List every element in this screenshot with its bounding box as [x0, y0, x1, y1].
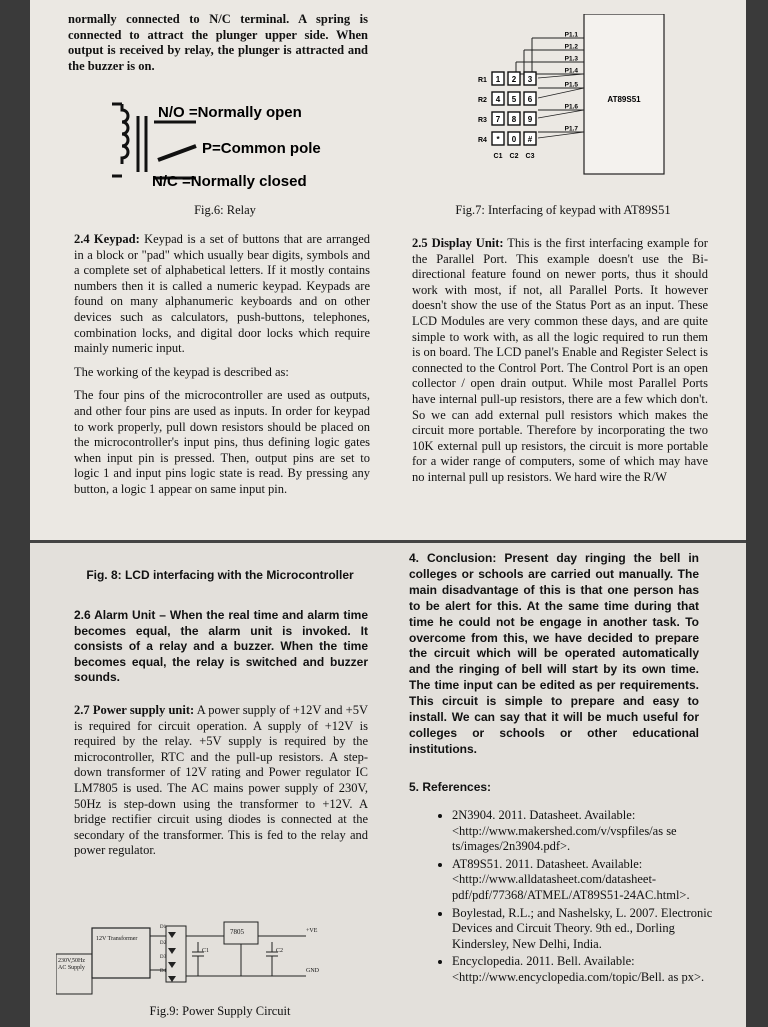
- keypad-key-label: 9: [527, 115, 533, 124]
- vcc-label: +VE: [306, 928, 318, 934]
- fig7-caption: Fig.7: Interfacing of keypad with AT89S51: [455, 203, 671, 217]
- keypad-key-label: 7: [495, 115, 501, 124]
- column-label: C1: [493, 153, 503, 160]
- display-text: This is the first interfacing example for the Parallel Port. This example doesn't use the Bi-directional feature found on newer ports, thus it should work with most, if not, all Parallel Ports. It however doesn't show the use of the Status Port as an input. These LCD Modules are very common these days, and are quite simple to work with, as all the logic required to run them is on board. The LCD panel's Enable and Register Select is connected to the Control Port. The Control Port is an open collector / open drain output. While most Parallel Ports have internal pull-up resistors, there are a few which don't. So we can add external pull resistors which makes the circuit more portable. Therefore by incorporating the two 10K external pull up resistors, the circuit is more portable for a wider range of computers, some of which may have no internal pull up resistors. We hard wire the R/W: [412, 236, 708, 484]
- row-wire: [538, 110, 584, 118]
- column-label: C3: [525, 153, 535, 160]
- display-section: [412, 236, 708, 541]
- alarm-text: When the real time and alarm time becomes equal, the alarm unit is invoked. It consists of a relay and a buzzer. When the time becomes equal, the relay is switched and buzzer sounds.: [74, 608, 368, 685]
- pin-label: P1.5: [564, 81, 578, 89]
- references-list: [436, 808, 714, 988]
- conclusion-text: Present day ringing the bell in colleges or schools are carried out manually. The main disadvantage of this is that one person has to be alert for this. At the same time during that time he could not be engage in another task. To overcome from this, we have decided to prepare the circuit which will be operated automatically and the ringing of bell will start by its own time. The time input can be edited as per requirements. This circuit is simple to prepare and easy to install. We can say that it will be much useful for colleges or schools or other educational institutions.: [409, 551, 699, 756]
- power-section: [74, 703, 368, 867]
- pin-label: P1.1: [564, 31, 578, 39]
- keypad-key-label: *: [496, 135, 500, 144]
- regulator-label: 7805: [230, 928, 244, 936]
- reference-item: • Encyclopedia. 2011. Bell. Available: <http://www.encyclopedia.com/topic/Bell. as px>.: [452, 954, 714, 985]
- relay-intro-paragraph: normally connected to N/C terminal. A spring is connected to attract the plunger upper side. When output is received by relay, the plunger is attracted and the buzzer is on.: [68, 12, 368, 73]
- column-label: C2: [509, 153, 519, 160]
- alarm-heading: 2.6 Alarm Unit –: [74, 608, 166, 622]
- row-wire: [538, 88, 584, 98]
- row-wire: [538, 132, 584, 138]
- keypad-key-label: 5: [511, 95, 517, 104]
- c1-label: C1: [202, 948, 210, 954]
- chip-label: AT89S51: [607, 95, 641, 104]
- references-heading: 5. References:: [409, 780, 492, 794]
- pin-label: P1.2: [564, 43, 578, 51]
- keypad-key-label: 2: [511, 75, 517, 84]
- row-label: R1: [478, 77, 487, 84]
- keypad-key-label: 0: [511, 135, 517, 144]
- keypad-key-label: 6: [527, 95, 533, 104]
- relay-nc-label: N/C =Normally closed: [152, 173, 307, 190]
- alarm-section: [74, 608, 368, 694]
- keypad-section: [74, 232, 370, 522]
- gnd-label: GND: [306, 968, 319, 974]
- row-label: R2: [478, 97, 487, 104]
- fig8-caption: Fig. 8: LCD interfacing with the Microcontroller: [86, 568, 354, 582]
- working-intro: The working of the keypad is described as:: [74, 364, 289, 379]
- power-text: A power supply of +12V and +5V is required for circuit operation. A supply of +12V is required by the relay. +5V supply is required by the microcontroller, RTC and the pull-up resistors. A step-down transformer of 12V rating and Power regulator IC LM7805 is used. The AC mains power supply of 230V, 50Hz is step-down using the transformer to +12V. A bridge rectifier circuit using diodes is connected at the secondary of the transformer. This is fed to the relay and power regulator.: [74, 703, 368, 858]
- conclusion-heading: 4. Conclusion:: [409, 551, 497, 565]
- d3-label: D3: [160, 955, 167, 960]
- reference-item: • 2N3904. 2011. Datasheet. Available: <http://www.makershed.com/v/vspfiles/as se ts/images/2n3904.pdf>.: [452, 808, 714, 855]
- pin-label: P1.7: [564, 125, 578, 133]
- chip-body: [584, 14, 664, 174]
- keypad-key-label: #: [527, 135, 533, 144]
- d4-label: D4: [160, 969, 167, 974]
- reference-item: • AT89S51. 2011. Datasheet. Available: <http://www.alldatasheet.com/datasheet-pdf/pdf/77368/ATMEL/AT89S51-24AC.html>.: [452, 857, 714, 904]
- display-heading: 2.5 Display Unit:: [412, 236, 504, 250]
- row-label: R3: [478, 117, 487, 124]
- power-supply-circuit-diagram: [56, 906, 336, 1006]
- d2-label: D2: [160, 941, 167, 946]
- conclusion-section: [409, 551, 699, 766]
- d1-label: D1: [160, 925, 167, 930]
- relay-p-label: P=Common pole: [202, 140, 321, 157]
- keypad-key-label: 8: [511, 115, 517, 124]
- pin-label: P1.6: [564, 103, 578, 111]
- pin-label: P1.3: [564, 55, 578, 63]
- keypad-key-label: 1: [495, 75, 501, 84]
- row-label: R4: [478, 137, 487, 144]
- keypad-key-label: 3: [527, 75, 533, 84]
- keypad-interfacing-diagram: [478, 14, 668, 190]
- pin-label: P1.4: [564, 67, 578, 75]
- keypad-heading: 2.4 Keypad:: [74, 232, 140, 246]
- ac-supply-label: 230V,50Hz AC Supply: [58, 958, 86, 971]
- c2-label: C2: [276, 948, 284, 954]
- relay-no-label: N/O =Normally open: [158, 104, 302, 121]
- keypad-text: Keypad is a set of buttons that are arranged in a block or "pad" which usually bear digits, symbols and a complete set of alphabetical letters. If it mostly contains numbers then it is called a numeric keypad. Keypads are found on many alphanumeric keyboards and on other devices such as calculators, push-buttons, telephones, combination locks, and digital door locks which require mainly numeric input.: [74, 232, 371, 356]
- power-heading: 2.7 Power supply unit:: [74, 703, 195, 717]
- transformer-label: 12V Transformer: [96, 936, 138, 942]
- fig9-caption: Fig.9: Power Supply Circuit: [149, 1004, 291, 1018]
- row-wire: [538, 74, 584, 78]
- working-text: The four pins of the microcontroller are used as outputs, and other four pins are used as inputs. In order for keypad to work properly, pull down resistors should be placed on the microcontroller's input pins, thus defining logic gates when input pin is pressed. Then, output pins are set to logic 1 and input pins logic state is read. By pressing any button, a logic 1 appear on same input pin.: [74, 388, 370, 496]
- keypad-key-label: 4: [495, 95, 501, 104]
- reference-item: • Boylestad, R.L.; and Nashelsky, L. 2007. Electronic Devices and Circuit Theory. 9th ed., Dorling Kindersley, New Delhi, India.: [452, 906, 714, 953]
- fig6-caption: Fig.6: Relay: [194, 203, 256, 217]
